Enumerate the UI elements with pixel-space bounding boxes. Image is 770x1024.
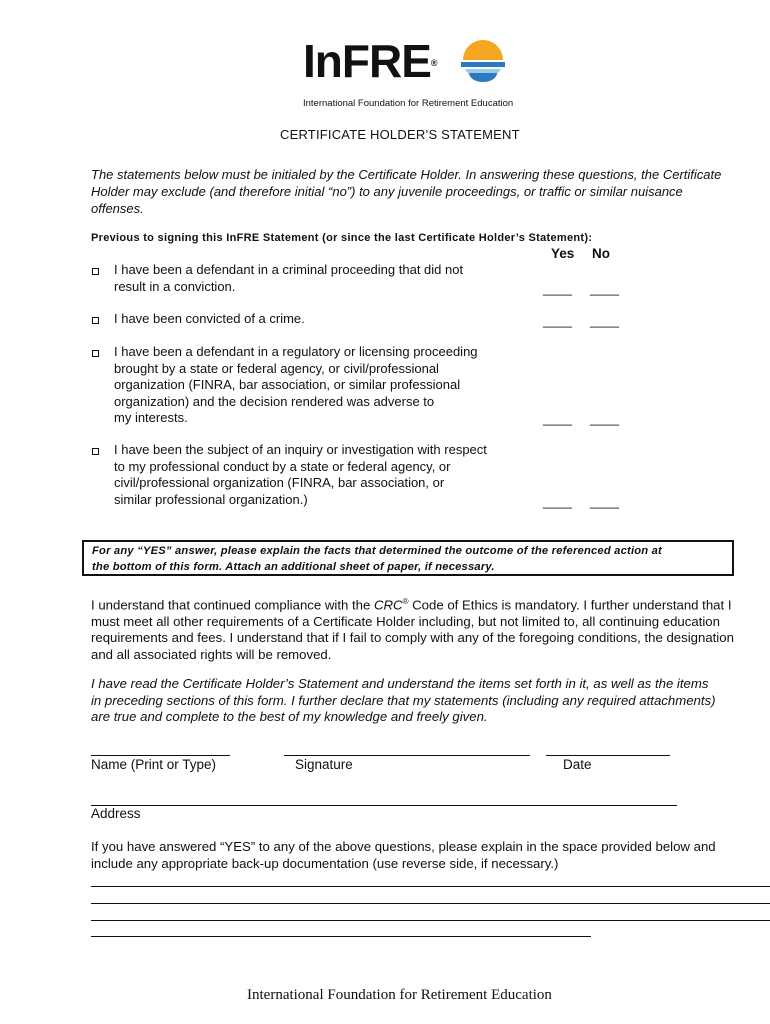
previous-heading: Previous to signing this InFRE Statement (or since the last Certificate Holder’s Statement):	[91, 232, 593, 244]
explanation-line[interactable]	[91, 936, 591, 937]
yes-answer-notice	[82, 540, 734, 576]
name-line[interactable]	[91, 755, 230, 756]
address-label: Address	[91, 806, 141, 821]
signature-label: Signature	[295, 757, 353, 772]
name-label: Name (Print or Type)	[91, 757, 217, 772]
footer-organization: International Foundation for Retirement Education	[247, 987, 552, 1003]
explanation-line[interactable]	[91, 903, 770, 904]
logo-wordmark: InFRE®	[303, 35, 437, 87]
question-text: I have been the subject of an inquiry or investigation with respect to my professional conduct by a state or federal agency, or civil/professional organization (FINRA, bar association, or similar professional organization.)	[114, 442, 487, 507]
notice-line: For any “YES” answer, please explain the facts that determined the outcome of the referenced action at	[92, 545, 662, 557]
notice-line: the bottom of this form. Attach an additional sheet of paper, if necessary.	[92, 560, 495, 573]
question-checkbox[interactable]	[92, 448, 99, 455]
address-line[interactable]	[91, 805, 677, 806]
question-checkbox[interactable]	[92, 350, 99, 357]
logo-tagline: International Foundation for Retirement Education	[303, 98, 514, 109]
no-initial-field[interactable]: ____	[590, 411, 619, 426]
question-text: I have been a defendant in a criminal proceeding that did not result in a conviction.	[114, 262, 464, 294]
no-initial-field[interactable]: ____	[590, 313, 619, 328]
explanation-line[interactable]	[91, 886, 770, 887]
globe-icon	[457, 38, 517, 86]
yes-initial-field[interactable]: ____	[543, 281, 572, 296]
question-text: I have been convicted of a crime.	[114, 311, 305, 326]
date-label: Date	[563, 757, 592, 772]
no-initial-field[interactable]: ____	[590, 281, 619, 296]
date-line[interactable]	[546, 755, 670, 756]
compliance-paragraph: I understand that continued compliance with the CRC® Code of Ethics is mandatory. I further understand that I must meet all other requirements of a Certificate Holder including, but not limited to, all continuing education requirements and fees. I understand that if I fail to comply with any of the foregoing conditions, the designation and all associated rights will be removed.	[91, 597, 734, 662]
no-column-header: No	[592, 246, 610, 261]
page-title: CERTIFICATE HOLDER’S STATEMENT	[280, 127, 520, 142]
declaration-paragraph: I have read the Certificate Holder’s Statement and understand the items set forth in it, as well as the items in preceding sections of this form. I further declare that my statements (including any required attachments) are true and complete to the best of my knowledge and freely given.	[91, 676, 716, 724]
intro-statement: The statements below must be initialed by the Certificate Holder. In answering these questions, the Certificate Holder may exclude (and therefore initial “no”) to any juvenile proceedings, or traffic or similar nuisance offenses.	[91, 167, 722, 216]
question-checkbox[interactable]	[92, 317, 99, 324]
yes-initial-field[interactable]: ____	[543, 494, 572, 509]
yes-column-header: Yes	[551, 246, 575, 261]
explanation-line[interactable]	[91, 920, 770, 921]
yes-initial-field[interactable]: ____	[543, 411, 572, 426]
explain-instructions: If you have answered “YES” to any of the above questions, please explain in the space provided below and include any appropriate back-up documentation (use reverse side, if necessary.)	[91, 839, 716, 871]
no-initial-field[interactable]: ____	[590, 494, 619, 509]
yes-initial-field[interactable]: ____	[543, 313, 572, 328]
infre-logo	[303, 35, 523, 110]
question-checkbox[interactable]	[92, 268, 99, 275]
question-text: I have been a defendant in a regulatory or licensing proceeding brought by a state or federal agency, or civil/professional organization (FINRA, bar association, or similar professional organization) and the decision rendered was adverse to my interests.	[114, 344, 478, 425]
signature-line[interactable]	[284, 755, 530, 756]
